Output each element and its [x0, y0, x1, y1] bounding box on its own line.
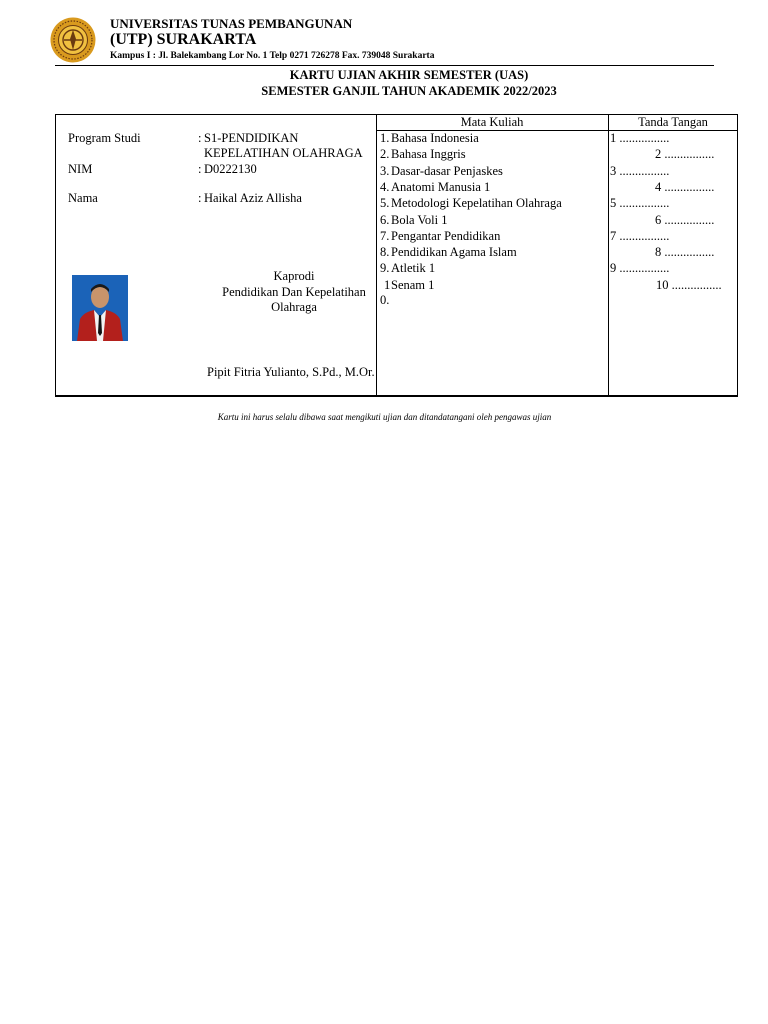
course-number: 4. — [380, 180, 390, 194]
kaprodi-title: Kaprodi — [273, 269, 315, 283]
program-value-line1: S1-PENDIDIKAN — [204, 131, 299, 145]
kaprodi-dept-line1: Pendidikan Dan Kepelatihan — [222, 285, 366, 299]
student-photo — [72, 275, 128, 341]
university-logo-icon — [50, 17, 96, 63]
university-name: UNIVERSITAS TUNAS PEMBANGUNAN — [110, 16, 353, 31]
signature-slot: 1 ................ — [610, 131, 670, 145]
semester-title: SEMESTER GANJIL TAHUN AKADEMIK 2022/2023 — [261, 84, 557, 98]
signature-slot: 5 ................ — [610, 196, 670, 210]
course-name: Bahasa Indonesia — [391, 131, 479, 145]
header-divider — [55, 65, 714, 66]
course-name: Atletik 1 — [391, 261, 436, 275]
course-number-overflow: 0. — [380, 293, 390, 307]
program-label: Program Studi — [68, 131, 141, 145]
kaprodi-dept-line2: Olahraga — [271, 300, 317, 314]
kaprodi-signatory: Pipit Fitria Yulianto, S.Pd., M.Or. — [207, 365, 375, 379]
campus-address: Kampus I : Jl. Balekambang Lor No. 1 Telp 0271 726278 Fax. 739048 Surakarta — [110, 51, 435, 61]
program-value-line2: KEPELATIHAN OLAHRAGA — [204, 146, 363, 160]
course-number: 9. — [380, 261, 390, 275]
course-number: 8. — [380, 245, 390, 259]
name-colon: : — [198, 191, 202, 205]
signature-slot: 10 ................ — [656, 278, 722, 292]
university-abbr: (UTP) SURAKARTA — [110, 31, 257, 48]
footer-note: Kartu ini harus selalu dibawa saat mengikuti ujian dan ditandatangani oleh pengawas ujian — [217, 412, 552, 422]
signatures-header: Tanda Tangan — [638, 115, 708, 129]
course-number: 1. — [380, 131, 390, 145]
course-number: 1 — [384, 278, 391, 292]
column-divider-signatures — [608, 114, 609, 397]
signature-slot: 9 ................ — [610, 261, 670, 275]
name-label: Nama — [68, 191, 98, 205]
name-value: Haikal Aziz Allisha — [204, 191, 302, 205]
signature-slot: 3 ................ — [610, 164, 670, 178]
course-number: 6. — [380, 213, 390, 227]
signature-slot: 8 ................ — [655, 245, 715, 259]
courses-header: Mata Kuliah — [460, 115, 524, 129]
course-name: Anatomi Manusia 1 — [391, 180, 491, 194]
course-number: 3. — [380, 164, 390, 178]
column-divider-courses — [376, 114, 377, 397]
nim-value: D0222130 — [204, 162, 257, 176]
course-name: Pengantar Pendidikan — [391, 229, 501, 243]
signature-slot: 6 ................ — [655, 213, 715, 227]
course-name: Bola Voli 1 — [391, 213, 448, 227]
program-colon: : — [198, 131, 202, 145]
course-name: Metodologi Kepelatihan Olahraga — [391, 196, 562, 210]
course-number: 7. — [380, 229, 390, 243]
course-number: 5. — [380, 196, 390, 210]
signature-slot: 7 ................ — [610, 229, 670, 243]
signature-slot: 2 ................ — [655, 147, 715, 161]
nim-label: NIM — [68, 162, 93, 176]
course-name: Senam 1 — [391, 278, 435, 292]
nim-colon: : — [198, 162, 202, 176]
course-number: 2. — [380, 147, 390, 161]
card-title: KARTU UJIAN AKHIR SEMESTER (UAS) — [289, 68, 529, 82]
course-name: Pendidikan Agama Islam — [391, 245, 517, 259]
course-name: Dasar-dasar Penjaskes — [391, 164, 503, 178]
course-name: Bahasa Inggris — [391, 147, 466, 161]
signature-slot: 4 ................ — [655, 180, 715, 194]
